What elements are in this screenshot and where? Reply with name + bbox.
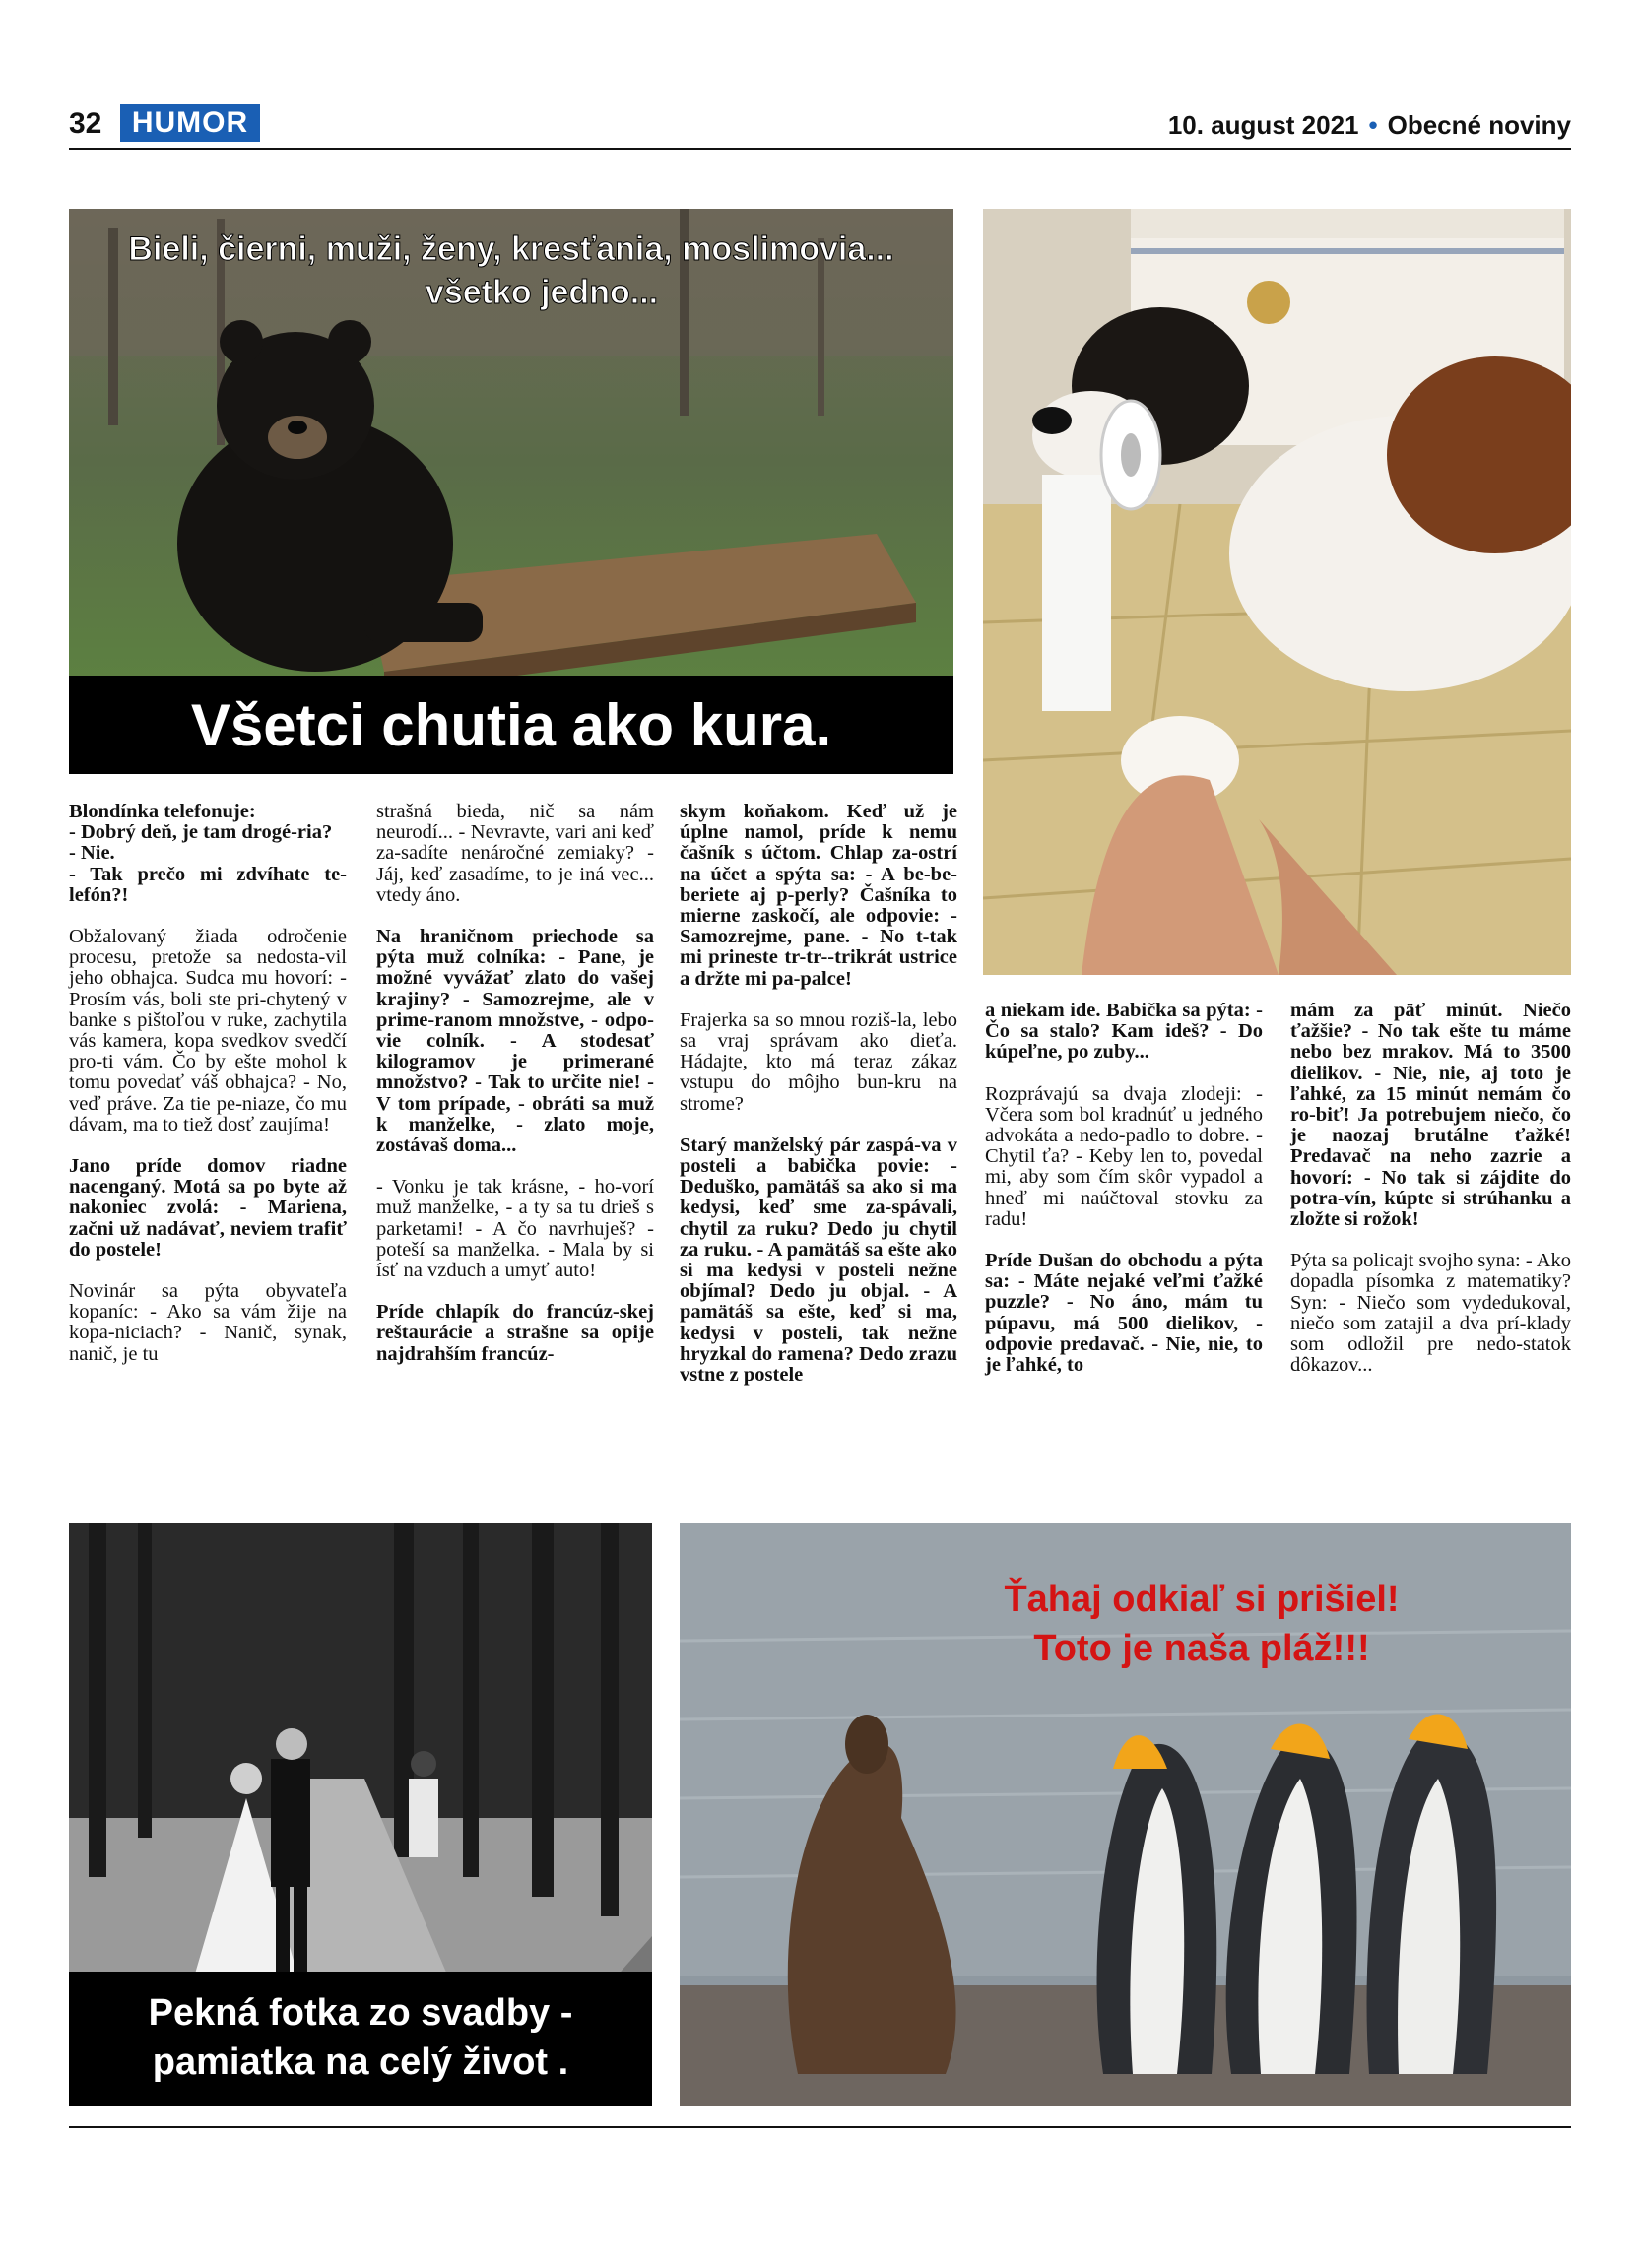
joke-7-start: Príde chlapík do francúz-skej reštaurácie a strašne sa opije najdrahším francúz-	[376, 1301, 654, 1365]
joke-11-start: Príde Dušan do obchodu a pýta sa: - Máte nejaké veľmi ťažké puzzle? - No áno, mám tu púpavu, má 500 dielikov, - odpovie predavač. - Nie, nie, to je ľahké, to	[985, 1250, 1263, 1377]
joke-8: Frajerka sa so mnou roziš-la, lebo sa vraj správam ako dieťa. Hádajte, kto má teraz zákaz vstupu do môjho bun-kru na strome?	[680, 1008, 957, 1115]
bear-top-text-1: Bieli, čierni, muži, ženy, kresťania, moslimovia...	[128, 230, 894, 268]
joke-1-line: - Nie.	[69, 842, 115, 865]
wedding-photo	[69, 1523, 652, 2106]
joke-10: Rozprávajú sa dvaja zlodeji: - Včera som bol kradnúť u jedného advokáta a nedo-padlo to dobre. - Chytil ťa? - Keby len to, povedal mi, aby som čím skôr vypadol a hneď mi naúčtoval stovku za radu!	[985, 1082, 1263, 1230]
dog-illustration	[983, 209, 1571, 975]
joke-9-start: Starý manželský pár zaspá-va v posteli a babička povie: - Deduško, pamätáš sa ako si ma kedysi, keď sme za-spávali, chytil za ruku? Dedo ju chytil za ruku. - A pamätáš sa ešte ako si ma kedysi v posteli nežne objímal? Dedo ju objal. - A pamätáš sa ešte, keď si ma, kedysi v posteli, tak nežne hryzkal do ramena? Dedo zrazu vstne z postele	[680, 1134, 957, 1387]
joke-3: Jano príde domov riadne nacenganý. Motá sa po byte až nakoniec zvolá: - Mariena, začni už nadávať, neviem trafiť do postele!	[69, 1155, 347, 1261]
joke-1-line: - Tak prečo mi zdvíhate te-lefón?!	[69, 863, 347, 906]
bear-meme-photo	[69, 209, 953, 774]
dog-photo	[983, 209, 1571, 975]
wedding-caption-2: pamiatka na celý život .	[152, 2041, 569, 2083]
issue-date: 10. august 2021	[1167, 110, 1359, 140]
page-number: 32	[69, 107, 102, 140]
footer-rule	[69, 2126, 1571, 2128]
penguins-photo	[680, 1523, 1571, 2106]
text-column-4	[985, 1001, 1263, 1396]
header-info	[1168, 108, 1571, 142]
wedding-illustration	[69, 1523, 652, 2106]
text-column-2	[376, 802, 654, 1386]
wedding-caption-1: Pekná fotka zo svadby -	[148, 1992, 573, 2034]
joke-1	[69, 802, 347, 906]
penguins-illustration	[680, 1523, 1571, 2106]
header-rule	[69, 148, 1571, 150]
joke-4-start: Novinár sa pýta obyvateľa kopaníc: - Ako sa vám žije na kopa-niciach? - Nanič, synak, nanič, je tu	[69, 1280, 347, 1365]
separator-dot: •	[1368, 110, 1378, 140]
bear-top-text-2: všetko jedno...	[425, 274, 659, 311]
section-badge: HUMOR	[120, 104, 260, 142]
joke-4-end: strašná bieda, nič sa nám neurodí... - Nevravte, vari ani keď za-sadíte nenáročné zemiaky? - Jáj, keď zasadíme, to je iná vec... vtedy áno.	[376, 801, 654, 906]
text-column-5	[1290, 1001, 1571, 1396]
joke-7-end: skym koňakom. Keď už je úplne namol, príde k nemu čašník s účtom. Chlap za-ostrí na účet a spýta sa: - A be-be-beriete aj p-perly? Čašníka to mierne zaskočí, ale odpovie: - Samozrejme, pane. - No t-tak mi prineste tr-tr--trikrát ustrice a držte mi pa-palce!	[680, 801, 957, 990]
penguins-text-1: Ťahaj odkiaľ si prišiel!	[1004, 1579, 1400, 1620]
publication-name: Obecné noviny	[1387, 110, 1571, 140]
joke-2: Obžalovaný žiada odročenie procesu, pretože sa nedosta-vil jeho obhajca. Sudca mu hovorí: - Prosím vás, boli ste pri-chytený v banke s pištoľou v ruke, zachytila vás kamera, kopa svedkov svedčí pro-ti vám. Čo by ešte mohol k tomu povedať váš obhajca? - No, veď práve. Za tie pe-niaze, čo mu dávam, ma to tiež dosť zaujíma!	[69, 926, 347, 1135]
penguins-text-2: Toto je naša pláž!!!	[1033, 1628, 1370, 1669]
bear-illustration	[69, 209, 953, 774]
joke-12: Pýta sa policajt svojho syna: - Ako dopadla písomka z matematiky? Syn: - Niečo som vydedukoval, niečo som zatajil a dva prí-klady som odložil pre nedo-statok dôkazov...	[1290, 1250, 1571, 1377]
joke-1-line: Blondínka telefonuje:	[69, 801, 256, 822]
joke-5: Na hraničnom priechode sa pýta muž colníka: - Pane, je možné vyvážať zlato do vašej krajiny? - Samozrejme, ale v prime-ranom množstve, - odpo-vie colník. - A stodesať kilogramov je primerané množstvo? - Tak to určite nie! - V tom prípade, - obráti sa muž k manželke, - zlato moje, zostávaš doma...	[376, 926, 654, 1157]
joke-11-end: mám za päť minút. Niečo ťažšie? - No tak ešte tu máme nebo bez mrakov. Má to 3500 dielikov. - Nie, nie, aj toto je ľahké, za 15 minút nemám čo ro-biť! Ja potrebujem niečo, čo je naozaj brutálne ťažké! Predavač na neho zazrie a hovorí: - No tak si zájdite do potra-vín, kúpte si strúhanku a zložte si rožok!	[1290, 1000, 1571, 1231]
text-column-3	[680, 802, 957, 1406]
bear-caption: Všetci chutia ako kura.	[190, 692, 832, 758]
joke-1-line: - Dobrý deň, je tam drogé-ria?	[69, 821, 333, 844]
joke-6: - Vonku je tak krásne, - ho-vorí muž manželke, - a ty sa tu drieš s parketami! - A čo navrhuješ? - poteší sa manželka. - Mala by si ísť na vzduch a umyť auto!	[376, 1176, 654, 1282]
joke-9-end: a niekam ide. Babička sa pýta: - Čo sa stalo? Kam ideš? - Do kúpeľne, po zuby...	[985, 1000, 1263, 1064]
text-column-1	[69, 802, 347, 1386]
